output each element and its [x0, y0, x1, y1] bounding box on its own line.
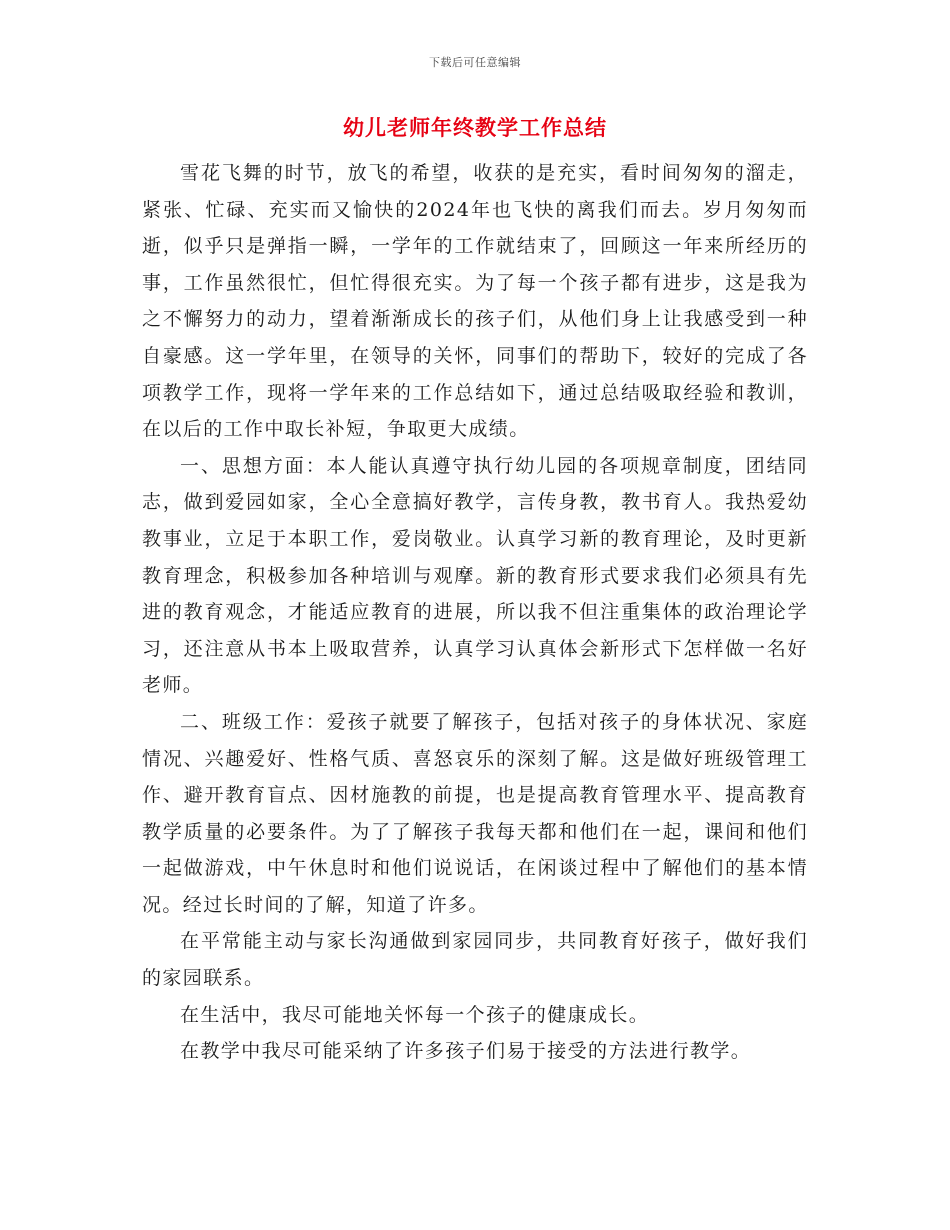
- paragraph-parent-communication: 在平常能主动与家长沟通做到家园同步，共同教育好孩子，做好我们的家园联系。: [142, 930, 808, 990]
- paragraph-daily-life: 在生活中，我尽可能地关怀每一个孩子的健康成长。: [180, 1003, 650, 1026]
- paragraph-ideology: 一、思想方面：本人能认真遵守执行幼儿园的各项规章制度，团结同志，做到爱园如家，全心全意搞好教学，言传身教，教书育人。我热爱幼教事业，立足于本职工作，爱岗敬业。认真学习新的教育理论，及时更新教育理念，积极参加各种培训与观摩。新的教育形式要求我们必须具有先进的教育观念，才能适应教育的进展，所以我不但注重集体的政治理论学习，还注意从书本上吸取营养，认真学习认真体会新形式下怎样做一名好老师。: [142, 454, 808, 697]
- document-title: 幼儿老师年终教学工作总结: [343, 115, 607, 140]
- paragraph-teaching: 在教学中我尽可能采纳了许多孩子们易于接受的方法进行教学。: [180, 1040, 752, 1063]
- document-body: [142, 155, 808, 1070]
- page-header: 下载后可任意编辑: [429, 56, 521, 69]
- paragraph-class-work: 二、班级工作：爱孩子就要了解孩子，包括对孩子的身体状况、家庭情况、兴趣爱好、性格气质、喜怒哀乐的深刻了解。这是做好班级管理工作、避开教育盲点、因材施教的前提，也是提高教育管理水平、提高教育教学质量的必要条件。为了了解孩子我每天都和他们在一起，课间和他们一起做游戏，中午休息时和他们说说话，在闲谈过程中了解他们的基本情况。经过长时间的了解，知道了许多。: [142, 710, 808, 916]
- paragraph-intro: 雪花飞舞的时节，放飞的希望，收获的是充实，看时间匆匆的溜走，紧张、忙碌、充实而又愉快的2024年也飞快的离我们而去。岁月匆匆而逝，似乎只是弹指一瞬，一学年的工作就结束了，回顾这一年来所经历的事，工作虽然很忙，但忙得很充实。为了每一个孩子都有进步，这是我为之不懈努力的动力，望着渐渐成长的孩子们，从他们身上让我感受到一种自豪感。这一学年里，在领导的关怀，同事们的帮助下，较好的完成了各项教学工作，现将一学年来的工作总结如下，通过总结吸取经验和教训，在以后的工作中取长补短，争取更大成绩。: [142, 162, 808, 441]
